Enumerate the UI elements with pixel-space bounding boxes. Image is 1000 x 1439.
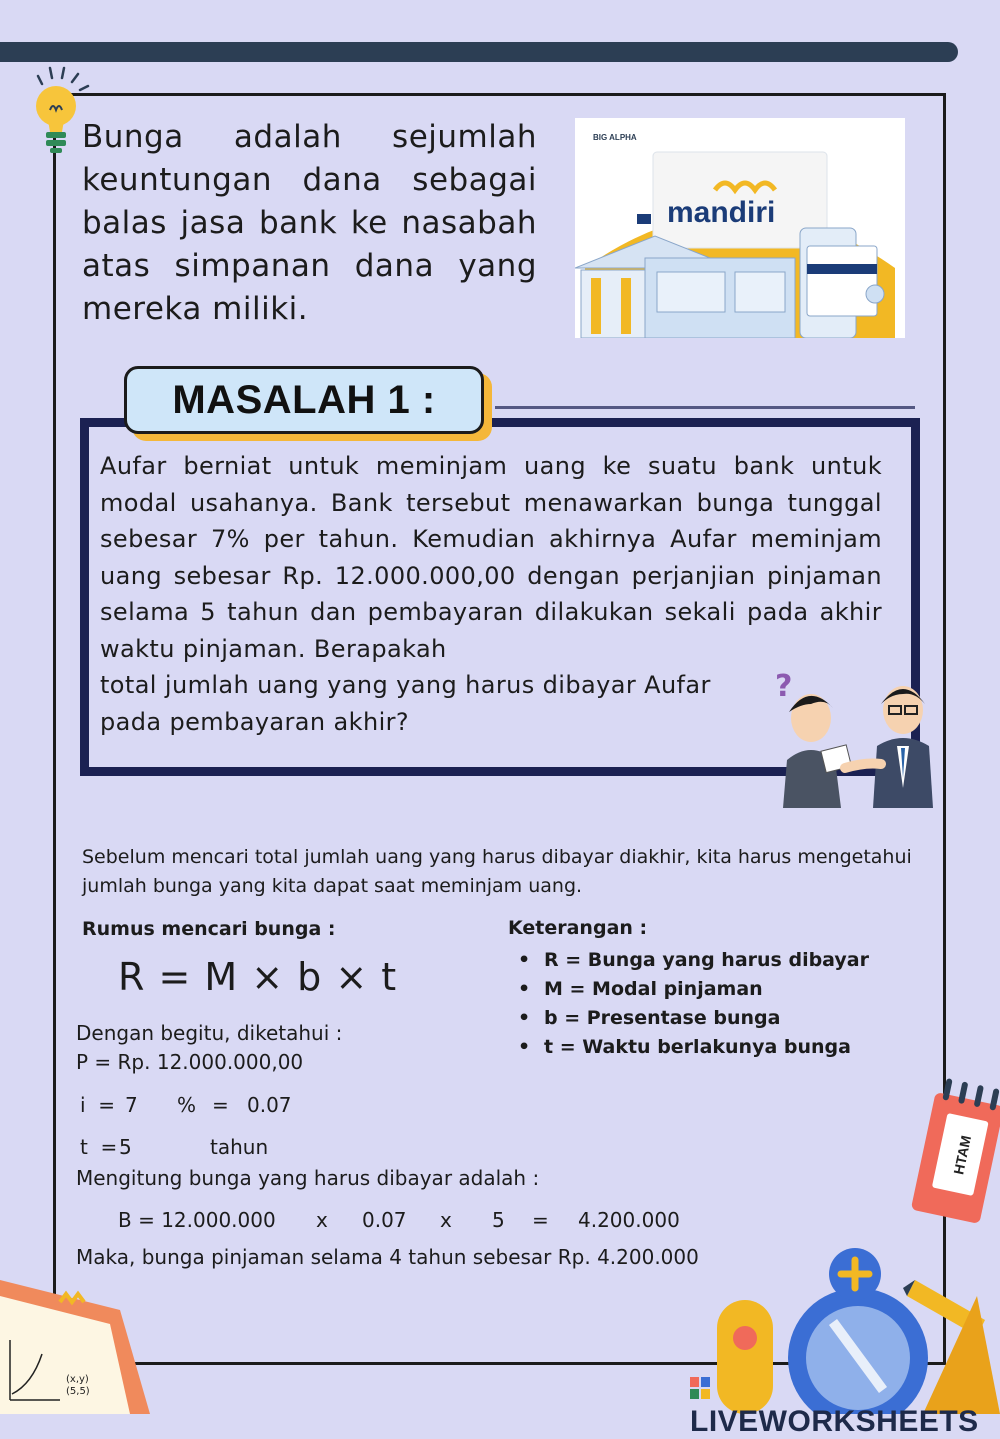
intro-text: Bunga adalah sejumlah keuntungan dana sebagai balas jasa bank ke nasabah atas simpanan dana yang mereka miliki. (82, 119, 537, 327)
liveworksheets-logo-icon (690, 1377, 710, 1399)
keterangan-item: • R = Bunga yang harus dibayar (518, 946, 869, 975)
keterangan-item: • M = Modal pinjaman (518, 975, 869, 1004)
top-bar (0, 42, 958, 62)
calc-times-1: x (316, 1208, 328, 1232)
notebook-decoration (905, 1075, 1000, 1235)
brand-text: LIVEWORKSHEETS (690, 1405, 979, 1438)
calc-rate: 0.07 (362, 1208, 407, 1232)
time-label: t = (80, 1135, 118, 1159)
calc-conclusion: Maka, bunga pinjaman selama 4 tahun sebesar Rp. 4.200.000 (76, 1245, 699, 1269)
interest-formula: R = M × b × t (118, 955, 398, 999)
rate-decimal: 0.07 (247, 1093, 292, 1117)
calc-years: 5 (492, 1208, 505, 1232)
calc-heading: Mengitung bunga yang harus dibayar adalah : (76, 1166, 540, 1190)
calc-result: 4.200.000 (578, 1208, 680, 1232)
rate-equals: = (212, 1093, 229, 1117)
masalah-divider (495, 406, 915, 409)
calc-equals: = (532, 1208, 549, 1232)
keterangan-item: • b = Presentase bunga (518, 1004, 869, 1033)
notebook-label: HTAM (950, 1133, 975, 1176)
rate-unit: % (177, 1093, 197, 1117)
masalah-tail-line1: total jumlah uang yang yang harus dibayar Aufar (100, 671, 711, 699)
keterangan-list (518, 946, 869, 1062)
sketch-coordinate-2: (5,5) (66, 1386, 90, 1397)
bank-image-caption: BIG ALPHA (593, 133, 637, 142)
keterangan-item: • t = Waktu berlakunya bunga (518, 1033, 869, 1062)
rumus-heading: Rumus mencari bunga : (82, 918, 336, 940)
calc-principal: B = 12.000.000 (118, 1208, 276, 1232)
diketahui-heading: Dengan begitu, diketahui : (76, 1021, 343, 1045)
principal-line: P = Rp. 12.000.000,00 (76, 1050, 304, 1074)
masalah-title: MASALAH 1 : (124, 366, 484, 434)
people-handshake-illustration (775, 668, 935, 808)
liveworksheets-brand[interactable] (690, 1371, 1000, 1439)
keterangan-heading: Keterangan : (508, 917, 648, 939)
rate-label: i = (80, 1093, 116, 1117)
time-unit: tahun (210, 1135, 269, 1159)
bank-logo-text: mandiri (667, 196, 776, 229)
time-value: 5 (119, 1135, 132, 1159)
calc-times-2: x (440, 1208, 452, 1232)
masalah-tail-line2: pada pembayaran akhir? (100, 707, 410, 736)
masalah-text (100, 448, 882, 740)
sketch-coordinate-1: (x,y) (66, 1374, 89, 1385)
rate-value: 7 (125, 1093, 138, 1117)
question-mark-icon: ? (775, 669, 793, 704)
math-sketch-decoration (0, 1270, 150, 1414)
bank-mandiri-illustration (575, 118, 905, 338)
masalah-paragraph: Aufar berniat untuk meminjam uang ke suatu bank untuk modal usahanya. Bank tersebut menawarkan bunga tunggal sebesar 7% per tahun. Kemudian akhirnya Aufar meminjam uang sebesar Rp. 12.000.000,00 dengan perjanjian pinjaman selama 5 tahun dan pembayaran dilakukan sekali pada akhir waktu pinjaman. Berapakah (100, 452, 882, 663)
explanation-text: Sebelum mencari total jumlah uang yang harus dibayar diakhir, kita harus mengetahui jumlah bunga yang kita dapat saat meminjam uang. (82, 846, 912, 897)
